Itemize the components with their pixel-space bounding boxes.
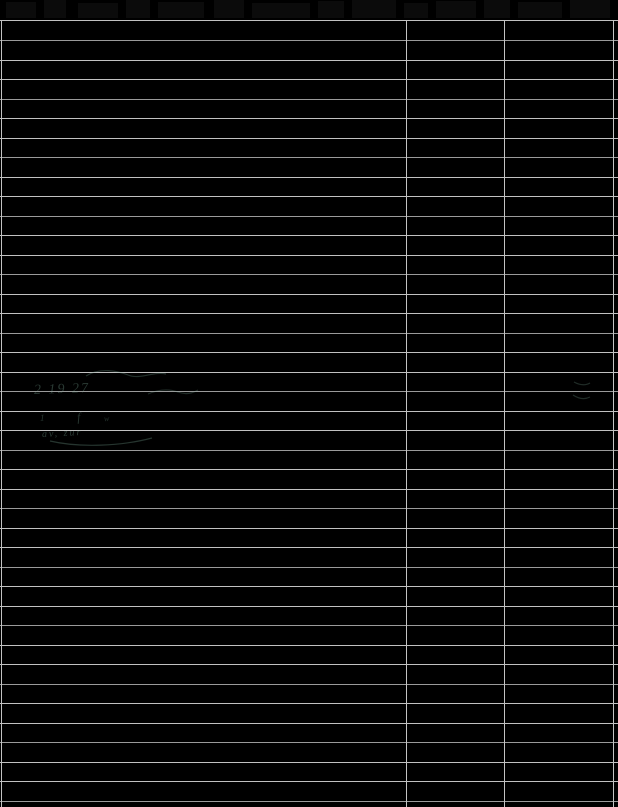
masthead-ghost-title: [0, 0, 618, 20]
table-row-line: [0, 586, 618, 587]
table-row-line: [0, 469, 618, 470]
masthead-ghost-glyph: [404, 3, 428, 18]
masthead-ghost-glyph: [318, 1, 344, 18]
table-row-line: [0, 664, 618, 665]
handwriting-mark: f: [76, 409, 83, 425]
masthead-ghost-glyph: [436, 1, 476, 18]
handwriting-mark: av, zur: [41, 426, 83, 441]
table-row-line: [0, 489, 618, 490]
table-column-line: [1, 20, 2, 807]
table-row-line: [0, 157, 618, 158]
table-row-line: [0, 547, 618, 548]
table-row-line: [0, 372, 618, 373]
table-row-line: [0, 606, 618, 607]
masthead-ghost-glyph: [6, 2, 36, 18]
table-row-line: [0, 255, 618, 256]
table-row-line: [0, 508, 618, 509]
table-row-line: [0, 99, 618, 100]
masthead-ghost-glyph: [126, 0, 150, 18]
table-row-line: [0, 528, 618, 529]
table-row-line: [0, 723, 618, 724]
handwriting-mark: 2 19 27: [33, 381, 91, 398]
table-row-line: [0, 118, 618, 119]
handwriting-stroke: [50, 438, 152, 445]
table-row-line: [0, 450, 618, 451]
masthead-ghost-glyph: [252, 3, 310, 18]
table-row-line: [0, 625, 618, 626]
table-column-line: [613, 20, 614, 807]
masthead-ghost-glyph: [214, 0, 244, 18]
handwriting-mark: 1: [40, 413, 47, 423]
table-row-line: [0, 703, 618, 704]
table-row-line: [0, 684, 618, 685]
table-row-line: [0, 645, 618, 646]
table-row-line: [0, 801, 618, 802]
table-row-line: [0, 391, 618, 392]
table-row-line: [0, 411, 618, 412]
masthead-ghost-glyph: [570, 0, 610, 18]
masthead-ghost-glyph: [44, 0, 66, 18]
table-column-line: [504, 20, 505, 807]
handwriting-stroke: [574, 382, 590, 385]
table-row-line: [0, 60, 618, 61]
table-row-line: [0, 274, 618, 275]
handwriting-stroke: [573, 395, 590, 399]
masthead-ghost-glyph: [352, 0, 396, 18]
table-row-line: [0, 235, 618, 236]
masthead-ghost-glyph: [78, 3, 118, 18]
table-row-line: [0, 294, 618, 295]
table-row-line: [0, 352, 618, 353]
table-row-line: [0, 762, 618, 763]
masthead-ghost-glyph: [518, 2, 562, 18]
handwriting-mark: w: [103, 413, 112, 424]
table-row-line: [0, 567, 618, 568]
table-row-line: [0, 313, 618, 314]
table-row-line: [0, 742, 618, 743]
table-row-line: [0, 177, 618, 178]
table-column-line: [406, 20, 407, 807]
table-row-line: [0, 333, 618, 334]
table-row-line: [0, 216, 618, 217]
masthead-ghost-glyph: [158, 2, 204, 18]
table-row-line: [0, 40, 618, 41]
table-row-line: [0, 196, 618, 197]
table-row-line: [0, 20, 618, 21]
table-row-line: [0, 781, 618, 782]
table-row-line: [0, 430, 618, 431]
table-row-line: [0, 138, 618, 139]
masthead-ghost-glyph: [484, 0, 510, 18]
table-row-line: [0, 79, 618, 80]
